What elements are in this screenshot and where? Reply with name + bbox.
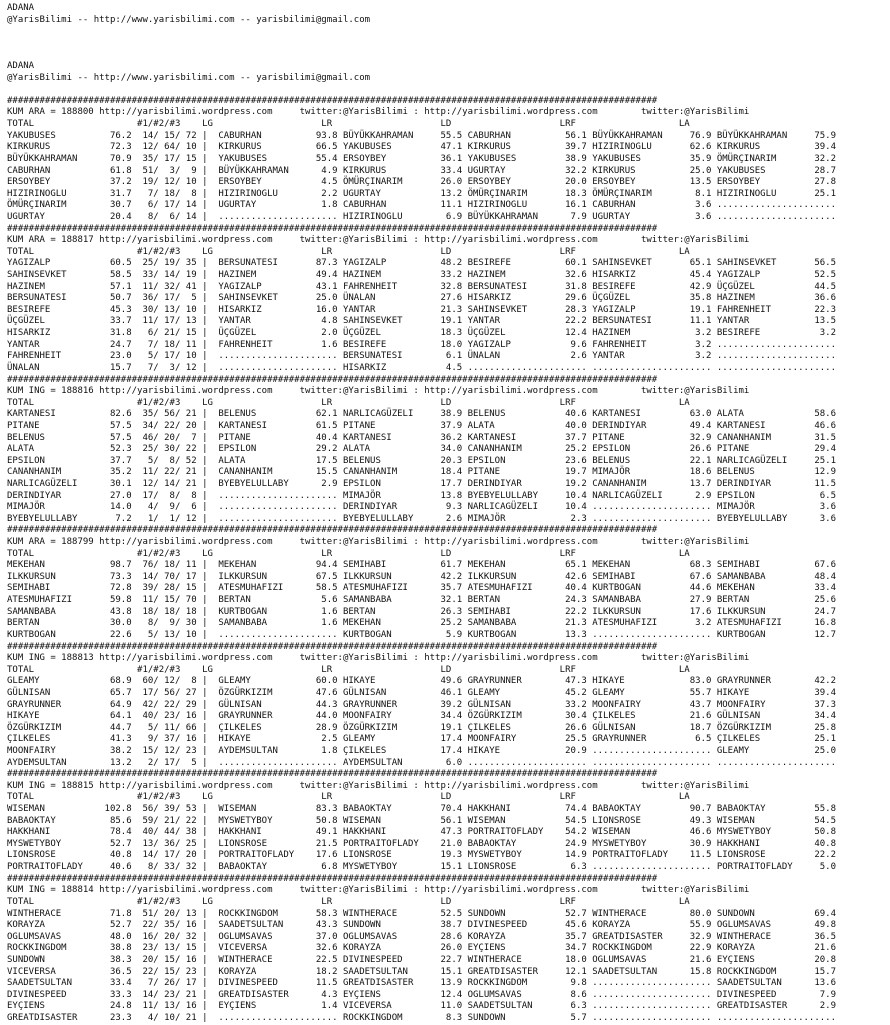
table-row: GREATDISASTER 23.3 4/ 10/ 21 | ...................... ROCKKINGDOM 8.3 SUNDOWN 5.7 ...................... ......................	[7, 1013, 837, 1024]
table-row: ÜÇGÜZEL 33.7 11/ 17/ 13 | YANTAR 4.8 SAHINSEVKET 19.1 YANTAR 22.2 BERSUNATESI 11.1 YANTAR 13.5	[7, 316, 837, 327]
table-row: BESIREFE 45.3 30/ 13/ 10 | HISARKIZ 16.0 YANTAR 21.3 SAHINSEVKET 28.3 YAGIZALP 19.1 FAHRENHEIT 22.3	[7, 304, 837, 315]
column-header: TOTAL #1/#2/#3 LG LR LD LRF LA	[7, 246, 690, 257]
table-row: CANANHANIM 35.2 11/ 22/ 21 | CANANHANIM 15.5 CANANHANIM 18.4 PITANE 19.7 MIMAJÖR 18.6 BELENUS 12.9	[7, 467, 837, 478]
table-row: CABURHAN 61.8 51/ 3/ 9 | BÜYÜKKAHRAMAN 4.9 KIRKURUS 33.4 UGURTAY 32.2 KIRKURUS 25.0 YAKUBUSES 28.7	[7, 165, 837, 176]
table-row: MOONFAIRY 38.2 15/ 12/ 23 | AYDEMSULTAN 1.8 ÇILKELES 17.4 HIKAYE 20.9 ...................... GLEAMY 25.0	[7, 746, 837, 756]
table-row: ÖMÜRÇINARIM 30.7 6/ 17/ 14 | UGURTAY 1.8 CABURHAN 11.1 HIZIRINOGLU 16.1 CABURHAN 3.6 ......................	[7, 200, 837, 211]
table-row: SUNDOWN 38.3 20/ 15/ 16 | WINTHERACE 22.5 DIVINESPEED 22.7 WINTHERACE 18.0 OGLUMSAVAS 21.6 EYÇIENS 20.8	[7, 954, 837, 965]
race-title: KUM ING = 188815 http://yarisbilimi.wordpress.com twitter:@YarisBilimi : http://yarisbilimi.wordpress.com twitter:@YarisBilimi	[7, 780, 750, 791]
table-row: HIZIRINOGLU 31.7 7/ 18/ 8 | HIZIRINOGLU 2.2 UGURTAY 13.2 ÖMÜRÇINARIM 18.3 ÖMÜRÇINARIM 8.1 HIZIRINOGLU 25.1	[7, 188, 837, 199]
table-row: KIRKURUS 72.3 12/ 64/ 10 | KIRKURUS 66.5 YAKUBUSES 47.1 KIRKURUS 39.7 HIZIRINOGLU 62.6 KIRKURUS 39.4	[7, 142, 837, 153]
race-title: KUM ARA = 188800 http://yarisbilimi.wordpress.com twitter:@YarisBilimi : http://yarisbilimi.wordpress.com twitter:@YarisBilimi	[7, 107, 750, 118]
table-row: SAADETSULTAN 33.4 7/ 26/ 17 | DIVINESPEED 11.5 GREATDISASTER 13.9 ROCKKINGDOM 9.8 ...................... SAADETSULTAN 13.6	[7, 978, 837, 989]
blank-line	[7, 26, 890, 38]
table-row: GRAYRUNNER 64.9 42/ 22/ 29 | GÜLNISAN 44.3 GRAYRUNNER 39.2 GÜLNISAN 33.2 MOONFAIRY 43.7 MOONFAIRY 37.3	[7, 699, 837, 710]
race-title: KUM ING = 188814 http://yarisbilimi.wordpress.com twitter:@YarisBilimi : http://yarisbilimi.wordpress.com twitter:@YarisBilimi	[7, 885, 750, 896]
race-title: KUM ING = 188816 http://yarisbilimi.wordpress.com twitter:@YarisBilimi : http://yarisbilimi.wordpress.com twitter:@YarisBilimi	[7, 386, 750, 397]
table-row: ALATA 52.3 25/ 30/ 22 | EPSILON 29.2 ALATA 34.0 CANANHANIM 25.2 EPSILON 26.6 PITANE 29.4	[7, 444, 837, 455]
table-row: HIKAYE 64.1 40/ 23/ 16 | GRAYRUNNER 44.0 MOONFAIRY 34.4 ÖZGÜRKIZIM 30.4 ÇILKELES 21.6 GÜLNISAN 34.4	[7, 711, 837, 722]
table-row: SAMANBABA 43.8 18/ 18/ 18 | KURTBOGAN 1.6 BERTAN 26.3 SEMIHABI 22.2 ILKKURSUN 17.6 ILKKURSUN 24.7	[7, 606, 837, 617]
separator-line: ########################################################################################################################	[7, 769, 658, 780]
table-row: ÇILKELES 41.3 9/ 37/ 16 | HIKAYE 2.5 GLEAMY 17.4 MOONFAIRY 25.5 GRAYRUNNER 6.5 ÇILKELES 25.1	[7, 734, 837, 745]
separator-line: ########################################################################################################################	[7, 223, 658, 234]
table-row: PITANE 57.5 34/ 22/ 20 | KARTANESI 61.5 PITANE 37.9 ALATA 40.0 DERINDIYAR 49.4 KARTANESI 46.6	[7, 420, 837, 431]
separator-line: ########################################################################################################################	[7, 95, 658, 106]
table-row: PORTRAITOFLADY 40.6 8/ 33/ 32 | BABAOKTAY 6.8 MYSWETYBOY 15.1 LIONSROSE 6.3 ...................... PORTRAITOFLADY 5.0	[7, 862, 837, 873]
table-row: SEMIHABI 72.8 39/ 28/ 15 | ATESMUHAFIZI 58.5 ATESMUHAFIZI 35.7 ATESMUHAFIZI 40.4 KURTBOGAN 44.6 MEKEHAN 33.4	[7, 583, 837, 594]
table-row: EPSILON 37.7 5/ 8/ 52 | ALATA 17.5 BELENUS 20.3 EPSILON 23.6 BELENUS 22.1 NARLICAGÜZELI 25.1	[7, 455, 837, 466]
race-block	[7, 874, 890, 1025]
column-header: TOTAL #1/#2/#3 LG LR LD LRF LA	[7, 792, 690, 803]
race-block	[7, 96, 890, 224]
table-row: ERSOYBEY 37.2 19/ 12/ 10 | ERSOYBEY 4.5 ÖMÜRÇINARIM 26.0 ERSOYBEY 20.0 ERSOYBEY 13.5 ERSOYBEY 27.8	[7, 177, 837, 188]
table-row: UGURTAY 20.4 8/ 6/ 14 | ...................... HIZIRINOGLU 6.9 BÜYÜKKAHRAMAN 7.9 UGURTAY 3.6 ......................	[7, 211, 837, 222]
table-row: MYSWETYBOY 52.7 13/ 36/ 25 | LIONSROSE 21.5 PORTRAITOFLADY 21.0 BABAOKTAY 24.9 MYSWETYBOY 30.9 HAKKHANI 40.8	[7, 838, 837, 849]
table-row: WISEMAN 102.8 56/ 39/ 53 | WISEMAN 83.3 BABAOKTAY 70.4 HAKKHANI 74.4 BABAOKTAY 90.7 BABAOKTAY 55.8	[7, 804, 837, 815]
table-row: BYEBYELULLABY 7.2 1/ 1/ 12 | ...................... BYEBYELULLABY 2.6 MIMAJÖR 2.3 ...................... BYEBYELULLABY 3.6	[7, 513, 837, 524]
table-row: MIMAJÖR 14.0 4/ 9/ 6 | ...................... DERINDIYAR 9.3 NARLICAGÜZELI 10.4 ...................... MIMAJÖR 3.6	[7, 502, 837, 513]
column-header: TOTAL #1/#2/#3 LG LR LD LRF LA	[7, 896, 690, 907]
table-row: BABAOKTAY 85.6 59/ 21/ 22 | MYSWETYBOY 50.8 WISEMAN 56.1 WISEMAN 54.5 LIONSROSE 49.3 WISEMAN 54.5	[7, 815, 837, 826]
separator-line: ########################################################################################################################	[7, 873, 658, 884]
table-row: DIVINESPEED 33.3 14/ 23/ 21 | GREATDISASTER 4.3 EYÇIENS 12.4 OGLUMSAVAS 8.6 ...................... DIVINESPEED 7.9	[7, 989, 837, 1000]
blank-line	[7, 84, 890, 96]
table-row: KARTANESI 82.6 35/ 56/ 21 | BELENUS 62.1 NARLICAGÜZELI 38.9 BELENUS 40.6 KARTANESI 63.0 ALATA 58.6	[7, 409, 837, 420]
table-row: DERINDIYAR 27.0 17/ 8/ 8 | ...................... MIMAJÖR 13.8 BYEBYELULLABY 10.4 NARLICAGÜZELI 2.9 EPSILON 6.5	[7, 490, 837, 501]
column-header: TOTAL #1/#2/#3 LG LR LD LRF LA	[7, 119, 690, 130]
table-row: EYÇIENS 24.8 11/ 13/ 16 | EYÇIENS 1.4 VICEVERSA 11.0 SAADETSULTAN 6.3 ...................... GREATDISASTER 2.9	[7, 1001, 837, 1012]
race-list	[7, 96, 890, 1025]
race-title: KUM ING = 188813 http://yarisbilimi.wordpress.com twitter:@YarisBilimi : http://yarisbilimi.wordpress.com twitter:@YarisBilimi	[7, 653, 750, 664]
header-city: ADANA	[7, 3, 35, 13]
column-header: TOTAL #1/#2/#3 LG LR LD LRF LA	[7, 548, 690, 559]
table-row: SAHINSEVKET 58.5 33/ 14/ 19 | HAZINEM 49.4 HAZINEM 33.2 HAZINEM 32.6 HISARKIZ 45.4 YAGIZALP 52.5	[7, 270, 837, 281]
table-row: YANTAR 24.7 7/ 18/ 11 | FAHRENHEIT 1.6 BESIREFE 18.0 YAGIZALP 9.6 FAHRENHEIT 3.2 ......................	[7, 339, 837, 350]
table-row: AYDEMSULTAN 13.2 2/ 17/ 5 | ...................... AYDEMSULTAN 6.0 ...................... ...................... ......................	[7, 757, 837, 768]
race-title: KUM ARA = 188799 http://yarisbilimi.wordpress.com twitter:@YarisBilimi : http://yarisbilimi.wordpress.com twitter:@YarisBilimi	[7, 537, 750, 548]
table-row: NARLICAGÜZELI 30.1 12/ 14/ 21 | BYEBYELULLABY 2.9 EPSILON 17.7 DERINDIYAR 19.2 CANANHANIM 13.7 DERINDIYAR 11.5	[7, 478, 837, 489]
table-row: MEKEHAN 98.7 76/ 18/ 11 | MEKEHAN 94.4 SEMIHABI 61.7 MEKEHAN 65.1 MEKEHAN 68.3 SEMIHABI 67.6	[7, 560, 837, 571]
race-block	[7, 525, 890, 641]
race-block	[7, 642, 890, 770]
blank-line	[7, 49, 890, 61]
blank-line	[7, 38, 890, 50]
table-row: KURTBOGAN 22.6 5/ 13/ 10 | ...................... KURTBOGAN 5.9 KURTBOGAN 13.3 ...................... KURTBOGAN 12.7	[7, 629, 837, 640]
table-row: WINTHERACE 71.8 51/ 20/ 13 | ROCKKINGDOM 58.3 WINTHERACE 52.5 SUNDOWN 52.7 WINTHERACE 80.0 SUNDOWN 69.4	[7, 908, 837, 919]
table-row: BERTAN 30.0 8/ 9/ 30 | SAMANBABA 1.6 MEKEHAN 25.2 SAMANBABA 21.3 ATESMUHAFIZI 3.2 ATESMUHAFIZI 16.8	[7, 618, 837, 629]
race-block	[7, 769, 890, 873]
table-row: OGLUMSAVAS 48.0 16/ 20/ 32 | OGLUMSAVAS 37.0 OGLUMSAVAS 28.6 KORAYZA 35.7 GREATDISASTER 32.9 WINTHERACE 36.5	[7, 931, 837, 942]
header-city-repeat: ADANA	[7, 61, 35, 72]
table-row: GÜLNISAN 65.7 17/ 56/ 27 | ÖZGÜRKIZIM 47.6 GÜLNISAN 46.1 GLEAMY 45.2 GLEAMY 55.7 HIKAYE 39.4	[7, 687, 837, 698]
table-row: HAZINEM 57.1 11/ 32/ 41 | YAGIZALP 43.1 FAHRENHEIT 32.8 BERSUNATESI 31.8 BESIREFE 42.9 ÜÇGÜZEL 44.5	[7, 281, 837, 292]
table-row: ÜNALAN 15.7 7/ 3/ 12 | ...................... HISARKIZ 4.5 ...................... ...................... ......................	[7, 362, 837, 373]
separator-line: ########################################################################################################################	[7, 525, 658, 536]
header-credits: @YarisBilimi -- http://www.yarisbilimi.com -- yarisbilimi@gmail.com	[7, 14, 371, 25]
table-row: ROCKKINGDOM 38.8 23/ 13/ 15 | VICEVERSA 32.6 KORAYZA 26.0 EYÇIENS 34.7 ROCKKINGDOM 22.9 KORAYZA 21.6	[7, 943, 837, 954]
table-row: BÜYÜKKAHRAMAN 70.9 35/ 17/ 15 | YAKUBUSES 55.4 ERSOYBEY 36.1 YAKUBUSES 38.9 YAKUBUSES 35.9 ÖMÜRÇINARIM 32.2	[7, 153, 837, 164]
table-row: LIONSROSE 40.8 14/ 17/ 20 | PORTRAITOFLADY 17.6 LIONSROSE 19.3 MYSWETYBOY 14.9 PORTRAITOFLADY 11.5 LIONSROSE 22.2	[7, 850, 837, 861]
column-header: TOTAL #1/#2/#3 LG LR LD LRF LA	[7, 397, 690, 408]
table-row: VICEVERSA 36.5 22/ 15/ 23 | KORAYZA 18.2 SAADETSULTAN 15.1 GREATDISASTER 12.1 SAADETSULTAN 15.8 ROCKKINGDOM 15.7	[7, 966, 837, 977]
table-row: ILKKURSUN 73.3 14/ 70/ 17 | ILKKURSUN 67.5 ILKKURSUN 42.2 ILKKURSUN 42.6 SEMIHABI 67.6 SAMANBABA 48.4	[7, 571, 837, 582]
separator-line: ########################################################################################################################	[7, 374, 658, 385]
header-credits-repeat: @YarisBilimi -- http://www.yarisbilimi.com -- yarisbilimi@gmail.com	[7, 72, 371, 83]
column-header: TOTAL #1/#2/#3 LG LR LD LRF LA	[7, 664, 690, 675]
table-row: ATESMUHAFIZI 59.8 11/ 15/ 70 | BERTAN 5.6 SAMANBABA 32.1 BERTAN 24.3 SAMANBABA 27.9 BERTAN 25.6	[7, 595, 837, 606]
table-row: HISARKIZ 31.8 6/ 21/ 15 | ÜÇGÜZEL 2.0 ÜÇGÜZEL 18.3 ÜÇGÜZEL 12.4 HAZINEM 3.2 BESIREFE 3.2	[7, 328, 837, 339]
race-block	[7, 375, 890, 526]
table-row: ÖZGÜRKIZIM 44.7 5/ 11/ 66 | ÇILKELES 28.9 ÖZGÜRKIZIM 19.1 ÇILKELES 26.6 GÜLNISAN 18.7 ÖZGÜRKIZIM 25.8	[7, 722, 837, 733]
table-row: YAKUBUSES 76.2 14/ 15/ 72 | CABURHAN 93.8 BÜYÜKKAHRAMAN 55.5 CABURHAN 56.1 BÜYÜKKAHRAMAN 76.9 BÜYÜKKAHRAMAN 75.9	[7, 130, 837, 141]
table-row: BELENUS 57.5 46/ 20/ 7 | PITANE 40.4 KARTANESI 36.2 KARTANESI 37.7 PITANE 32.9 CANANHANIM 31.5	[7, 432, 837, 443]
table-row: GLEAMY 68.9 60/ 12/ 8 | GLEAMY 60.0 HIKAYE 49.6 GRAYRUNNER 47.3 HIKAYE 83.0 GRAYRUNNER 42.2	[7, 676, 837, 687]
separator-line: ########################################################################################################################	[7, 641, 658, 652]
table-row: FAHRENHEIT 23.0 5/ 17/ 10 | ...................... BERSUNATESI 6.1 ÜNALAN 2.6 YANTAR 3.2 ......................	[7, 351, 837, 362]
race-block	[7, 224, 890, 375]
table-row: KORAYZA 52.7 22/ 35/ 16 | SAADETSULTAN 43.3 SUNDOWN 38.7 DIVINESPEED 45.6 KORAYZA 55.9 OGLUMSAVAS 49.8	[7, 920, 837, 931]
table-row: BERSUNATESI 50.7 36/ 17/ 5 | SAHINSEVKET 25.0 ÜNALAN 27.6 HISARKIZ 29.6 ÜÇGÜZEL 35.8 HAZINEM 36.6	[7, 293, 837, 304]
race-title: KUM ARA = 188817 http://yarisbilimi.wordpress.com twitter:@YarisBilimi : http://yarisbilimi.wordpress.com twitter:@YarisBilimi	[7, 235, 750, 246]
table-row: HAKKHANI 78.4 40/ 44/ 38 | HAKKHANI 49.1 HAKKHANI 47.3 PORTRAITOFLADY 54.2 WISEMAN 46.6 MYSWETYBOY 50.8	[7, 827, 837, 838]
table-row: YAGIZALP 60.5 25/ 19/ 35 | BERSUNATESI 87.3 YAGIZALP 48.2 BESIREFE 60.1 SAHINSEVKET 65.1 SAHINSEVKET 56.5	[7, 258, 837, 269]
